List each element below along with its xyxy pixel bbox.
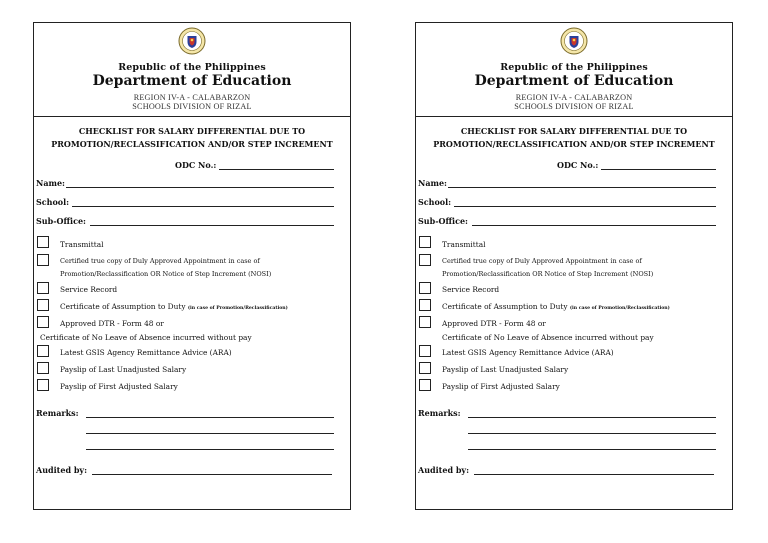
deped-seal-icon [178, 27, 206, 55]
name-label: Name: [36, 178, 66, 188]
suboffice-line[interactable] [90, 225, 334, 226]
checkbox-gsis[interactable] [37, 345, 49, 357]
suboffice-line[interactable] [472, 225, 716, 226]
remarks-line-2[interactable] [468, 433, 716, 434]
odc-line[interactable] [601, 169, 716, 170]
school-label: School: [36, 197, 70, 207]
checkbox-last-payslip[interactable] [37, 362, 49, 374]
checkbox-transmittal[interactable] [37, 236, 49, 248]
odc-line[interactable] [219, 169, 334, 170]
title-line-2: PROMOTION/RECLASSIFICATION AND/OR STEP INCREMENT [51, 139, 333, 149]
item-gsis: Latest GSIS Agency Remittance Advice (ARA) [442, 348, 614, 357]
form-title [34, 125, 350, 151]
item-last-payslip: Payslip of Last Unadjusted Salary [442, 365, 569, 374]
item-appointment-cont: Promotion/Reclassification OR Notice of Step Increment (NOSI) [442, 270, 654, 278]
item-service-record: Service Record [442, 285, 500, 294]
school-line[interactable] [72, 206, 334, 207]
remarks-label: Remarks: [36, 408, 79, 418]
checkbox-gsis[interactable] [419, 345, 431, 357]
checkbox-first-payslip[interactable] [419, 379, 431, 391]
odc-label: ODC No.: [175, 160, 217, 170]
item-appointment: Certified true copy of Duly Approved Appointment in case of [60, 257, 260, 265]
audited-label: Audited by: [36, 465, 88, 475]
item-last-payslip: Payslip of Last Unadjusted Salary [60, 365, 187, 374]
item-assumption-label: Certificate of Assumption to Duty [60, 302, 186, 311]
checklist-form-left [33, 22, 351, 510]
checkbox-last-payslip[interactable] [419, 362, 431, 374]
form-header [34, 23, 350, 117]
checkbox-assumption[interactable] [419, 299, 431, 311]
checkbox-dtr[interactable] [419, 316, 431, 328]
region-label: REGION IV-A - CALABARZON [515, 93, 633, 102]
republic-label: Republic of the Philippines [500, 62, 648, 73]
checkbox-service-record[interactable] [37, 282, 49, 294]
checkbox-service-record[interactable] [419, 282, 431, 294]
item-appointment: Certified true copy of Duly Approved Appointment in case of [442, 257, 642, 265]
item-transmittal: Transmittal [442, 240, 486, 249]
checkbox-appointment[interactable] [37, 254, 49, 266]
division-label: SCHOOLS DIVISION OF RIZAL [514, 102, 634, 111]
republic-label: Republic of the Philippines [118, 62, 266, 73]
checkbox-appointment[interactable] [419, 254, 431, 266]
item-first-payslip: Payslip of First Adjusted Salary [442, 382, 560, 391]
audited-label: Audited by: [418, 465, 470, 475]
item-appointment-cont: Promotion/Reclassification OR Notice of Step Increment (NOSI) [60, 270, 272, 278]
deped-seal-icon [560, 27, 588, 55]
remarks-line-1[interactable] [468, 417, 716, 418]
title-line-2: PROMOTION/RECLASSIFICATION AND/OR STEP INCREMENT [433, 139, 715, 149]
item-no-leave: Certificate of No Leave of Absence incurred without pay [40, 333, 252, 342]
remarks-line-1[interactable] [86, 417, 334, 418]
name-line[interactable] [66, 187, 334, 188]
checkbox-assumption[interactable] [37, 299, 49, 311]
title-line-1: CHECKLIST FOR SALARY DIFFERENTIAL DUE TO [460, 126, 688, 136]
item-no-leave: Certificate of No Leave of Absence incurred without pay [442, 333, 654, 342]
school-label: School: [418, 197, 452, 207]
checkbox-transmittal[interactable] [419, 236, 431, 248]
region-division-block [34, 93, 350, 111]
suboffice-label: Sub-Office: [36, 216, 86, 226]
item-assumption-note: (in case of Promotion/Reclassification) [569, 306, 670, 311]
remarks-line-3[interactable] [468, 449, 716, 450]
remarks-line-2[interactable] [86, 433, 334, 434]
item-dtr: Approved DTR - Form 48 or [60, 319, 164, 328]
remarks-line-3[interactable] [86, 449, 334, 450]
region-division-block [416, 93, 732, 111]
item-service-record: Service Record [60, 285, 118, 294]
checkbox-dtr[interactable] [37, 316, 49, 328]
item-gsis: Latest GSIS Agency Remittance Advice (ARA) [60, 348, 232, 357]
suboffice-label: Sub-Office: [418, 216, 468, 226]
item-assumption-label: Certificate of Assumption to Duty [442, 302, 568, 311]
school-line[interactable] [454, 206, 716, 207]
form-header [416, 23, 732, 117]
region-label: REGION IV-A - CALABARZON [133, 93, 251, 102]
checkbox-first-payslip[interactable] [37, 379, 49, 391]
item-dtr: Approved DTR - Form 48 or [442, 319, 546, 328]
division-label: SCHOOLS DIVISION OF RIZAL [132, 102, 252, 111]
name-label: Name: [418, 178, 448, 188]
department-title: Department of Education [92, 73, 292, 89]
item-transmittal: Transmittal [60, 240, 104, 249]
odc-label: ODC No.: [557, 160, 599, 170]
title-line-1: CHECKLIST FOR SALARY DIFFERENTIAL DUE TO [78, 126, 306, 136]
audited-line[interactable] [474, 474, 714, 475]
item-assumption [60, 302, 288, 311]
form-title [416, 125, 732, 151]
audited-line[interactable] [92, 474, 332, 475]
item-assumption [442, 302, 670, 311]
remarks-label: Remarks: [418, 408, 461, 418]
item-assumption-note: (in case of Promotion/Reclassification) [187, 306, 288, 311]
checklist-form-right [415, 22, 733, 510]
department-title: Department of Education [474, 73, 674, 89]
item-first-payslip: Payslip of First Adjusted Salary [60, 382, 178, 391]
name-line[interactable] [448, 187, 716, 188]
